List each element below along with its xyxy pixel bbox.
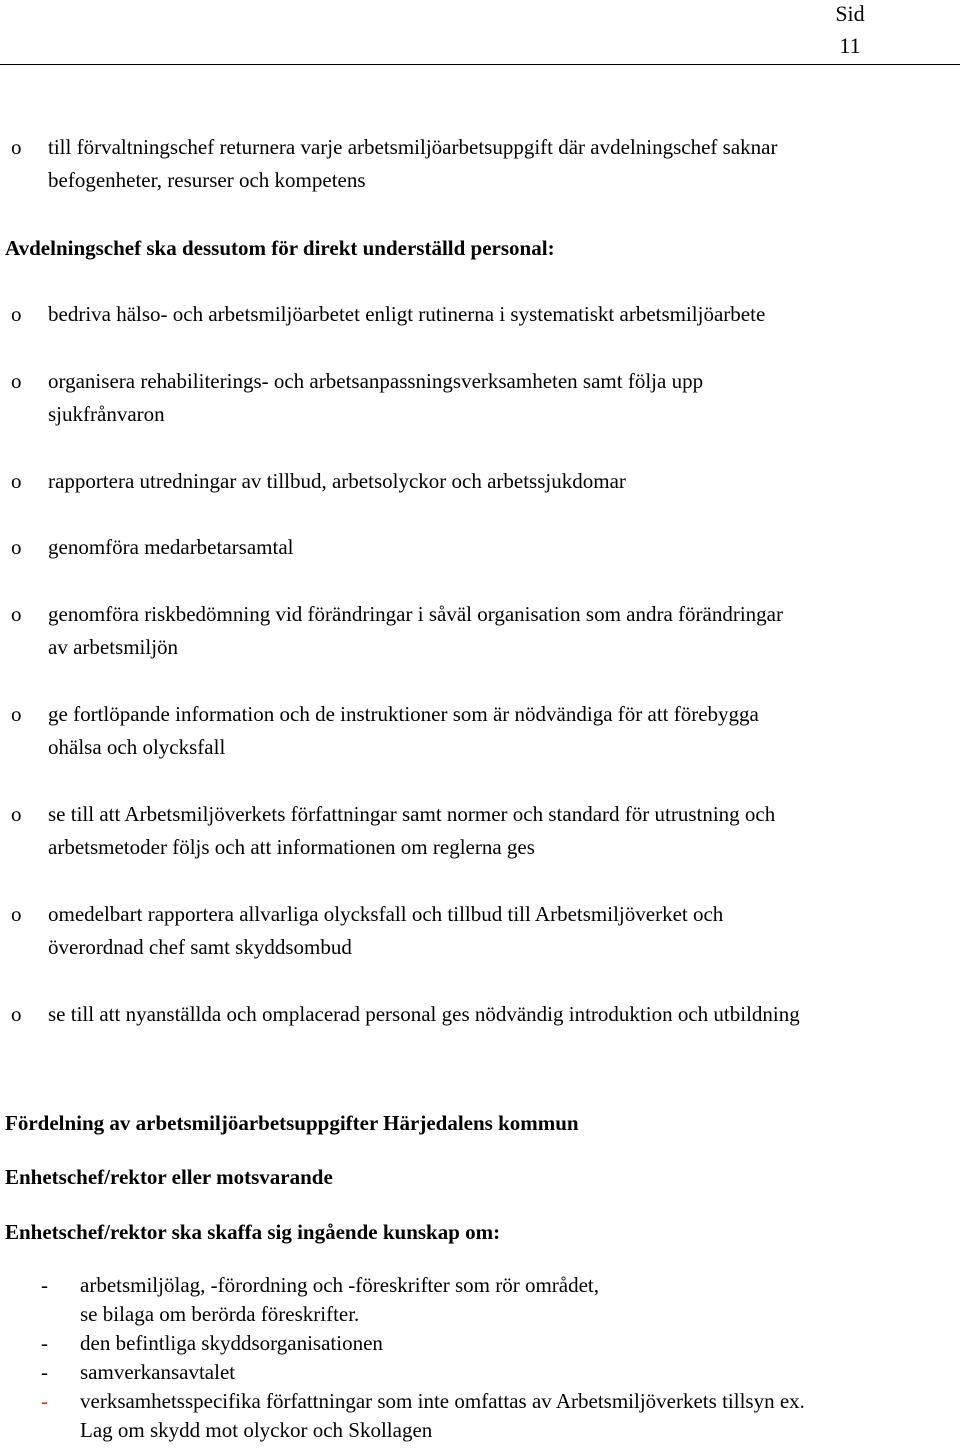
- dash-marker: -: [41, 1273, 48, 1297]
- text-line: se till att Arbetsmiljöverkets författningar samt normer och standard för utrustning och: [48, 802, 776, 826]
- list-item-text: [48, 898, 953, 964]
- text-line: ge fortlöpande information och de instruktioner som är nödvändiga för att förebygga: [48, 702, 759, 726]
- bullet-marker: o: [11, 1002, 22, 1026]
- page-number-value: 11: [839, 33, 861, 58]
- text-line: genomföra riskbedömning vid förändringar i såväl organisation som andra förändringar: [48, 602, 783, 626]
- text-line: se bilaga om berörda föreskrifter.: [80, 1302, 360, 1326]
- text-line: av arbetsmiljön: [48, 635, 179, 659]
- dash-item-text: [80, 1329, 955, 1358]
- header-rule: [0, 64, 960, 65]
- text-line: omedelbart rapportera allvarliga olycksfall och tillbud till Arbetsmiljöverket och: [48, 902, 724, 926]
- page-number: [830, 0, 870, 62]
- list-item-text: [48, 998, 953, 1031]
- list-item-text: [48, 798, 953, 864]
- dash-marker: -: [41, 1360, 48, 1384]
- page-header: [0, 0, 960, 64]
- dash-item-text: [80, 1271, 955, 1329]
- text-line: organisera rehabiliterings- och arbetsanpassningsverksamheten samt följa upp: [48, 369, 704, 393]
- section-heading-enhetschef: Enhetschef/rektor eller motsvarande: [5, 1165, 333, 1189]
- page-label: Sid: [835, 1, 865, 26]
- section-heading-fordelning: Fördelning av arbetsmiljöarbetsuppgifter Härjedalens kommun: [5, 1111, 579, 1135]
- text-line: arbetsmiljölag, -förordning och -föreskrifter som rör området,: [80, 1273, 600, 1297]
- list-item-text: [48, 465, 953, 498]
- dash-marker: -: [41, 1331, 48, 1355]
- text-line: rapportera utredningar av tillbud, arbetsolyckor och arbetssjukdomar: [48, 469, 626, 493]
- text-line: Lag om skydd mot olyckor och Skollagen: [80, 1418, 433, 1442]
- text-line: den befintliga skyddsorganisationen: [80, 1331, 383, 1355]
- text-line: bedriva hälso- och arbetsmiljöarbetet enligt rutinerna i systematiskt arbetsmiljöarbete: [48, 302, 766, 326]
- bullet-marker: o: [11, 802, 22, 826]
- list-item-text: [48, 131, 953, 197]
- bullet-marker: o: [11, 469, 22, 493]
- bullet-marker: o: [11, 602, 22, 626]
- bullet-marker: o: [11, 535, 22, 559]
- list-item-text: [48, 598, 953, 664]
- text-line: till förvaltningschef returnera varje arbetsmiljöarbetsuppgift där avdelningschef saknar: [48, 135, 778, 159]
- text-line: befogenheter, resurser och kompetens: [48, 168, 366, 192]
- text-line: genomföra medarbetarsamtal: [48, 535, 294, 559]
- text-line: arbetsmetoder följs och att informationen om reglerna ges: [48, 835, 535, 859]
- dash-item-text: [80, 1387, 955, 1445]
- list-item-text: [48, 531, 953, 564]
- bullet-marker: o: [11, 702, 22, 726]
- dash-marker: -: [41, 1389, 48, 1413]
- text-line: verksamhetsspecifika författningar som inte omfattas av Arbetsmiljöverkets tillsyn ex.: [80, 1389, 805, 1413]
- list-item-text: [48, 698, 953, 764]
- bullet-marker: o: [11, 135, 22, 159]
- list-item-text: [48, 365, 953, 431]
- bullet-marker: o: [11, 369, 22, 393]
- bullet-marker: o: [11, 902, 22, 926]
- bullet-marker: o: [11, 302, 22, 326]
- section-heading-avdelningschef: Avdelningschef ska dessutom för direkt underställd personal:: [5, 236, 555, 260]
- text-line: samverkansavtalet: [80, 1360, 236, 1384]
- text-line: sjukfrånvaron: [48, 402, 165, 426]
- text-line: överordnad chef samt skyddsombud: [48, 935, 352, 959]
- list-item-text: [48, 298, 953, 331]
- text-line: ohälsa och olycksfall: [48, 735, 226, 759]
- text-line: se till att nyanställda och omplacerad personal ges nödvändig introduktion och utbildning: [48, 1002, 800, 1026]
- section-heading-kunskap: Enhetschef/rektor ska skaffa sig ingående kunskap om:: [5, 1220, 501, 1244]
- dash-item-text: [80, 1358, 955, 1387]
